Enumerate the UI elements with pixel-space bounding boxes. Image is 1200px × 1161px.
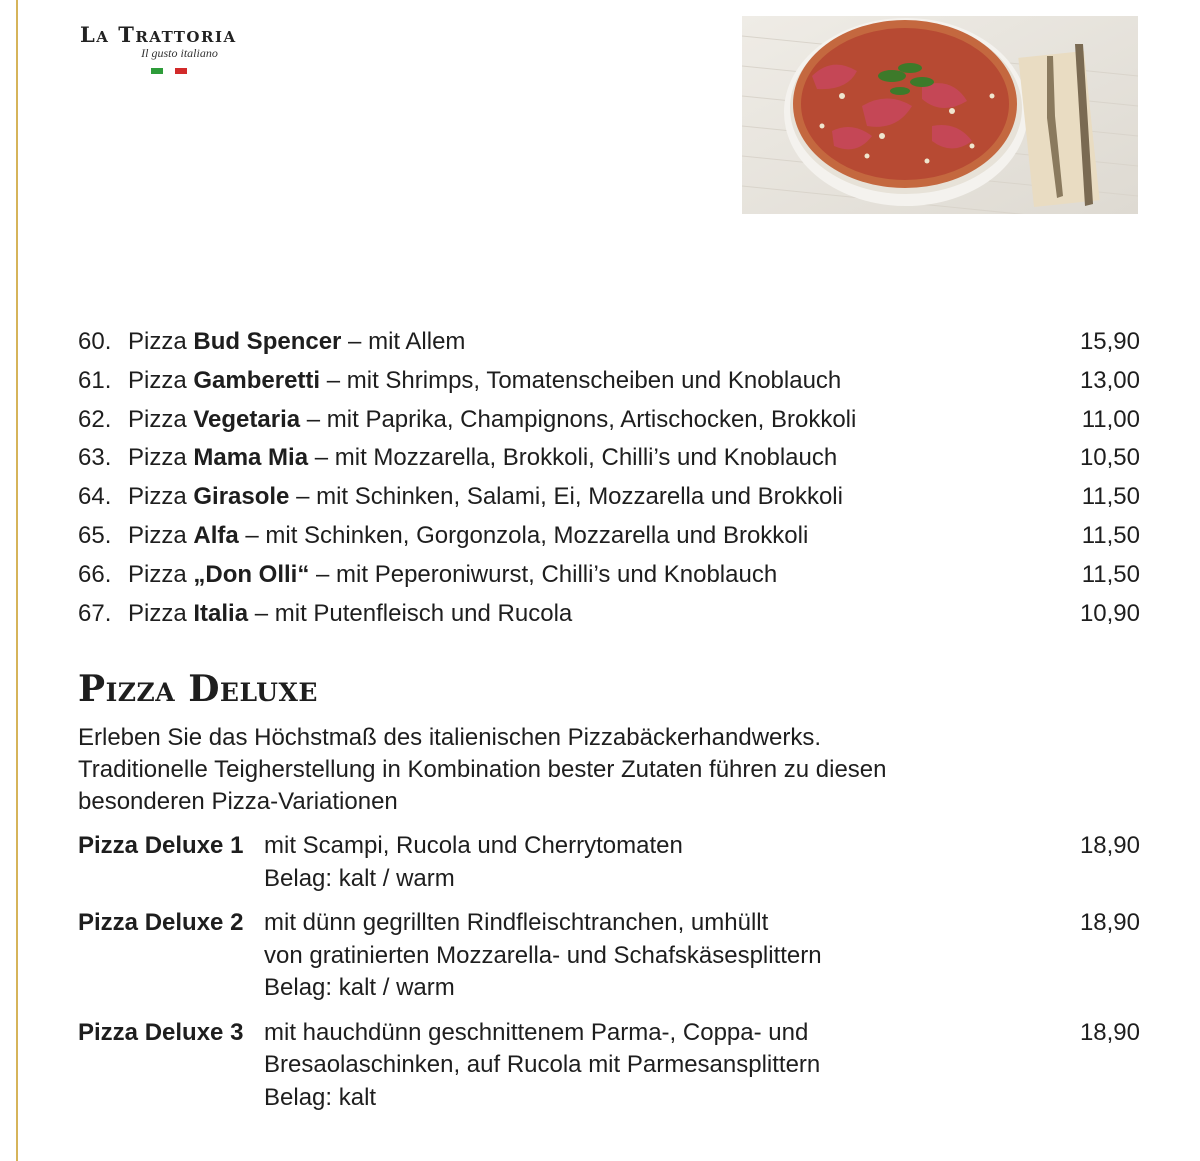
item-number: 60. bbox=[78, 328, 112, 355]
item-text: Pizza Italia – mit Putenfleisch und Rucola bbox=[128, 599, 573, 627]
item-description: mit Mozzarella, Brokkoli, Chilli’s und Knoblauch bbox=[334, 444, 838, 472]
pizza-photo bbox=[742, 16, 1138, 214]
item-description: mit Schinken, Gorgonzola, Mozzarella und Brokkoli bbox=[265, 521, 809, 549]
deluxe-intro-line: Traditionelle Teigherstellung in Kombination bester Zutaten führen zu diesen bbox=[78, 756, 887, 783]
pizza-menu-list bbox=[78, 324, 1140, 634]
item-number: 64. bbox=[78, 483, 112, 511]
item-price: 13,00 bbox=[1079, 366, 1140, 394]
item-number: 67. bbox=[78, 599, 112, 627]
item-description: mit Allem bbox=[368, 328, 466, 355]
menu-item bbox=[78, 557, 1140, 596]
item-prefix: Pizza bbox=[128, 521, 187, 549]
deluxe-item-line: von gratinierten Mozzarella- und Schafskäsesplittern bbox=[264, 941, 822, 969]
deluxe-item-line: Belag: kalt / warm bbox=[264, 864, 455, 892]
item-description: mit Schinken, Salami, Ei, Mozzarella und Brokkoli bbox=[316, 483, 843, 511]
deluxe-item-line: Belag: kalt / warm bbox=[264, 974, 455, 1001]
item-name: Girasole bbox=[193, 483, 290, 511]
item-number: 63. bbox=[78, 444, 112, 472]
menu-item bbox=[78, 363, 1140, 402]
item-text: Pizza Alfa – mit Schinken, Gorgonzola, Mozzarella und Brokkoli bbox=[128, 521, 809, 549]
deluxe-section-title: Pizza Deluxe bbox=[78, 668, 318, 710]
item-description: mit Peperoniwurst, Chilli’s und Knoblauch bbox=[336, 560, 778, 588]
item-description: mit Paprika, Champignons, Artischocken, Brokkoli bbox=[326, 405, 857, 433]
item-prefix: Pizza bbox=[128, 560, 187, 588]
item-text: Pizza „Don Olli“ – mit Peperoniwurst, Chilli’s und Knoblauch bbox=[128, 560, 778, 588]
item-number: 66. bbox=[78, 560, 112, 588]
item-name: Mama Mia bbox=[193, 444, 309, 472]
item-price: 11,50 bbox=[1081, 560, 1140, 588]
item-name: Bud Spencer bbox=[193, 328, 342, 355]
deluxe-item-line: mit dünn gegrillten Rindfleischtranchen, umhüllt bbox=[264, 909, 769, 936]
item-text: Pizza Bud Spencer – mit Allem bbox=[128, 328, 466, 355]
item-text: Pizza Gamberetti – mit Shrimps, Tomatenscheiben und Knoblauch bbox=[128, 366, 842, 394]
deluxe-intro-line: besonderen Pizza-Variationen bbox=[78, 788, 398, 815]
item-name: Alfa bbox=[193, 521, 239, 549]
item-name: Gamberetti bbox=[193, 366, 321, 394]
menu-item bbox=[78, 440, 1140, 479]
deluxe-item-price: 18,90 bbox=[1079, 832, 1140, 859]
item-prefix: Pizza bbox=[128, 483, 187, 511]
logo-title: La Trattoria bbox=[80, 22, 237, 47]
item-prefix: Pizza bbox=[128, 444, 187, 472]
item-text: Pizza Girasole – mit Schinken, Salami, Ei, Mozzarella und Brokkoli bbox=[128, 483, 843, 511]
item-description: mit Putenfleisch und Rucola bbox=[274, 599, 573, 627]
deluxe-menu-list bbox=[78, 830, 1140, 1126]
item-prefix: Pizza bbox=[128, 328, 187, 355]
restaurant-logo bbox=[80, 22, 285, 79]
item-prefix: Pizza bbox=[128, 599, 187, 627]
menu-item bbox=[78, 518, 1140, 557]
deluxe-item-price: 18,90 bbox=[1079, 909, 1140, 936]
deluxe-item-name: Pizza Deluxe 1 bbox=[78, 832, 244, 859]
deluxe-intro bbox=[78, 722, 1038, 818]
deluxe-item-name: Pizza Deluxe 2 bbox=[78, 909, 244, 936]
deluxe-item-description bbox=[264, 830, 1060, 895]
item-name: „Don Olli“ bbox=[193, 560, 310, 588]
deluxe-item-line: Bresaolaschinken, auf Rucola mit Parmesansplittern bbox=[264, 1051, 821, 1078]
deluxe-item-line: Belag: kalt bbox=[264, 1083, 377, 1111]
item-prefix: Pizza bbox=[128, 366, 187, 394]
item-price: 11,50 bbox=[1081, 521, 1140, 549]
item-price: 10,50 bbox=[1079, 444, 1140, 472]
logo-tagline: Il gusto italiano bbox=[141, 46, 218, 60]
item-price: 10,90 bbox=[1079, 599, 1140, 627]
item-name: Vegetaria bbox=[193, 405, 301, 433]
deluxe-item bbox=[78, 1017, 1140, 1115]
item-price: 11,00 bbox=[1081, 405, 1140, 433]
deluxe-item-price: 18,90 bbox=[1079, 1018, 1140, 1046]
page-border bbox=[16, 0, 18, 1161]
deluxe-item bbox=[78, 907, 1140, 1005]
item-number: 61. bbox=[78, 366, 112, 394]
item-text: Pizza Vegetaria – mit Paprika, Champignons, Artischocken, Brokkoli bbox=[128, 405, 857, 433]
item-price: 11,50 bbox=[1081, 483, 1140, 511]
deluxe-item bbox=[78, 830, 1140, 895]
italian-flag-icon bbox=[151, 68, 187, 74]
menu-item bbox=[78, 479, 1140, 518]
deluxe-item-name: Pizza Deluxe 3 bbox=[78, 1018, 244, 1046]
item-description: mit Shrimps, Tomatenscheiben und Knoblauch bbox=[346, 366, 842, 394]
item-number: 62. bbox=[78, 405, 112, 433]
menu-item bbox=[78, 596, 1140, 635]
item-text: Pizza Mama Mia – mit Mozzarella, Brokkoli, Chilli’s und Knoblauch bbox=[128, 444, 838, 472]
deluxe-item-description bbox=[264, 907, 1060, 1005]
item-name: Italia bbox=[193, 599, 249, 627]
deluxe-item-description bbox=[264, 1017, 1060, 1115]
menu-item bbox=[78, 324, 1140, 363]
item-price: 15,90 bbox=[1079, 328, 1140, 355]
menu-item bbox=[78, 402, 1140, 441]
item-number: 65. bbox=[78, 521, 112, 549]
deluxe-intro-line: Erleben Sie das Höchstmaß des italienischen Pizzabäckerhandwerks. bbox=[78, 724, 822, 751]
deluxe-item-line: mit hauchdünn geschnittenem Parma-, Coppa- und bbox=[264, 1018, 809, 1046]
item-prefix: Pizza bbox=[128, 405, 187, 433]
deluxe-item-line: mit Scampi, Rucola und Cherrytomaten bbox=[264, 832, 683, 859]
